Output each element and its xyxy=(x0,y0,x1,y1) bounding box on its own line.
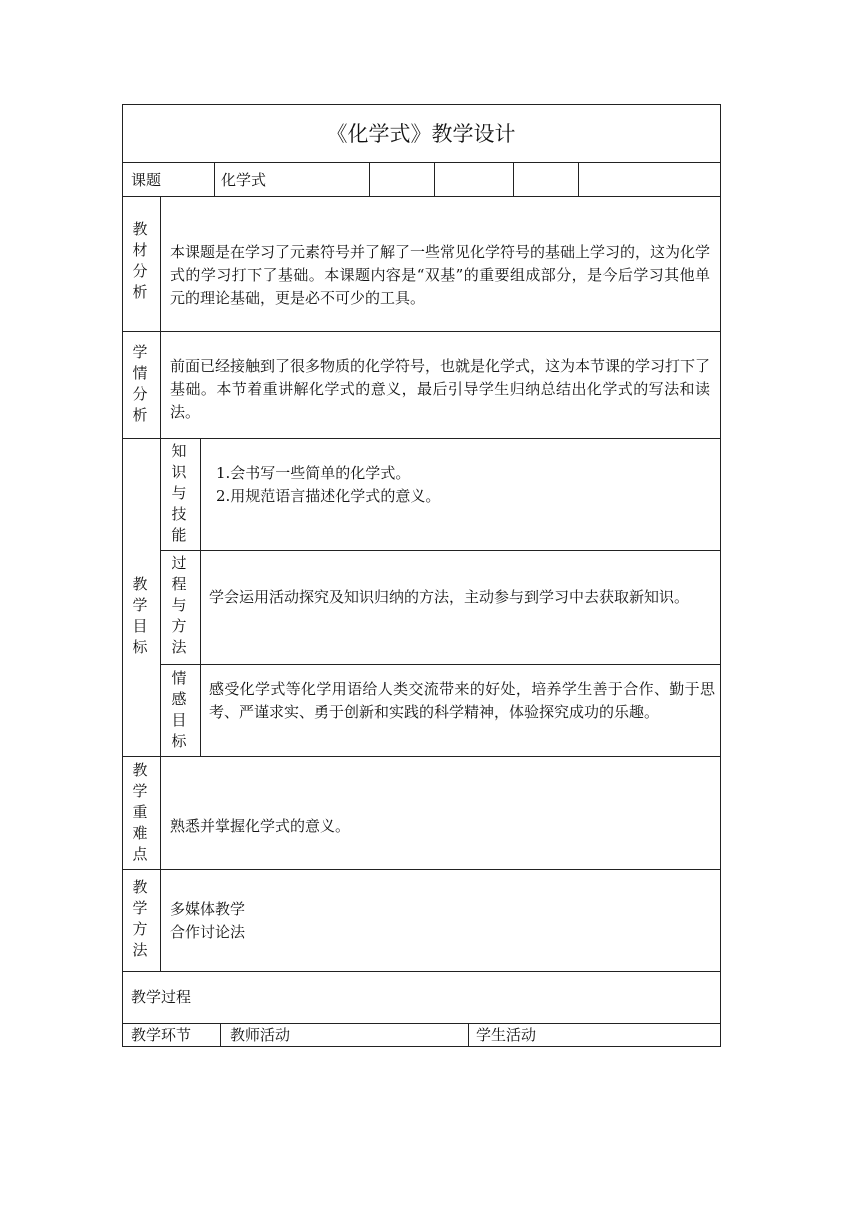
student-analysis-label: 学情分析 xyxy=(132,343,148,424)
row-divider xyxy=(122,971,721,972)
methods-label: 教学方法 xyxy=(132,878,148,959)
topic-value: 化学式 xyxy=(221,171,267,189)
row-divider xyxy=(122,756,721,757)
teaching-goals-label: 教学目标 xyxy=(132,575,148,656)
row-divider xyxy=(160,664,721,665)
column-header-stage: 教学环节 xyxy=(131,1026,192,1044)
student-analysis-text: 前面已经接触到了很多物质的化学符号，也就是化学式，这为本节课的学习打下了基础。本节着重讲解化学式的意义，最后引导学生归纳总结出化学式的写法和读法。 xyxy=(170,357,711,421)
column-divider xyxy=(513,162,514,196)
column-divider xyxy=(468,1023,469,1047)
column-divider xyxy=(160,196,161,971)
knowledge-goal-1: 1.会书写一些简单的化学式。 xyxy=(216,464,411,482)
row-divider xyxy=(122,162,721,163)
row-divider xyxy=(122,1023,721,1024)
key-points-label: 教学重难点 xyxy=(132,761,148,863)
row-divider xyxy=(160,550,721,551)
knowledge-skills-label: 知识与技能 xyxy=(171,442,187,544)
key-points-text: 熟悉并掌握化学式的意义。 xyxy=(170,817,351,835)
row-divider xyxy=(122,196,721,197)
column-divider xyxy=(434,162,435,196)
column-divider xyxy=(200,438,201,756)
column-header-student: 学生活动 xyxy=(476,1026,537,1044)
process-method-label: 过程与方法 xyxy=(171,554,187,656)
column-divider xyxy=(369,162,370,196)
material-analysis-text: 本课题是在学习了元素符号并了解了一些常见化学符号的基础上学习的，这为化学式的学习打下了基础。本课题内容是“双基”的重要组成部分，是今后学习其他单元的理论基础，更是必不可少的工具。 xyxy=(170,243,711,307)
document-title: 《化学式》教学设计 xyxy=(326,122,516,146)
column-divider xyxy=(214,162,215,196)
row-divider xyxy=(122,869,721,870)
topic-label: 课题 xyxy=(131,171,162,189)
emotion-goal-text: 感受化学式等化学用语给人类交流带来的好处，培养学生善于合作、勤于思考、严谨求实、勇于创新和实践的科学精神，体验探究成功的乐趣。 xyxy=(209,680,715,721)
knowledge-goal-2: 2.用规范语言描述化学式的意义。 xyxy=(216,487,441,505)
method-2: 合作讨论法 xyxy=(170,923,246,941)
column-divider xyxy=(578,162,579,196)
column-divider xyxy=(220,1023,221,1047)
process-method-text: 学会运用活动探究及知识归纳的方法，主动参与到学习中去获取新知识。 xyxy=(209,588,690,606)
row-divider xyxy=(122,438,721,439)
teaching-process-label: 教学过程 xyxy=(131,988,192,1006)
row-divider xyxy=(122,331,721,332)
emotion-goal-label: 情感目标 xyxy=(171,669,187,750)
material-analysis-label: 教材分析 xyxy=(132,220,148,301)
method-1: 多媒体教学 xyxy=(170,900,246,918)
column-header-teacher: 教师活动 xyxy=(230,1026,291,1044)
